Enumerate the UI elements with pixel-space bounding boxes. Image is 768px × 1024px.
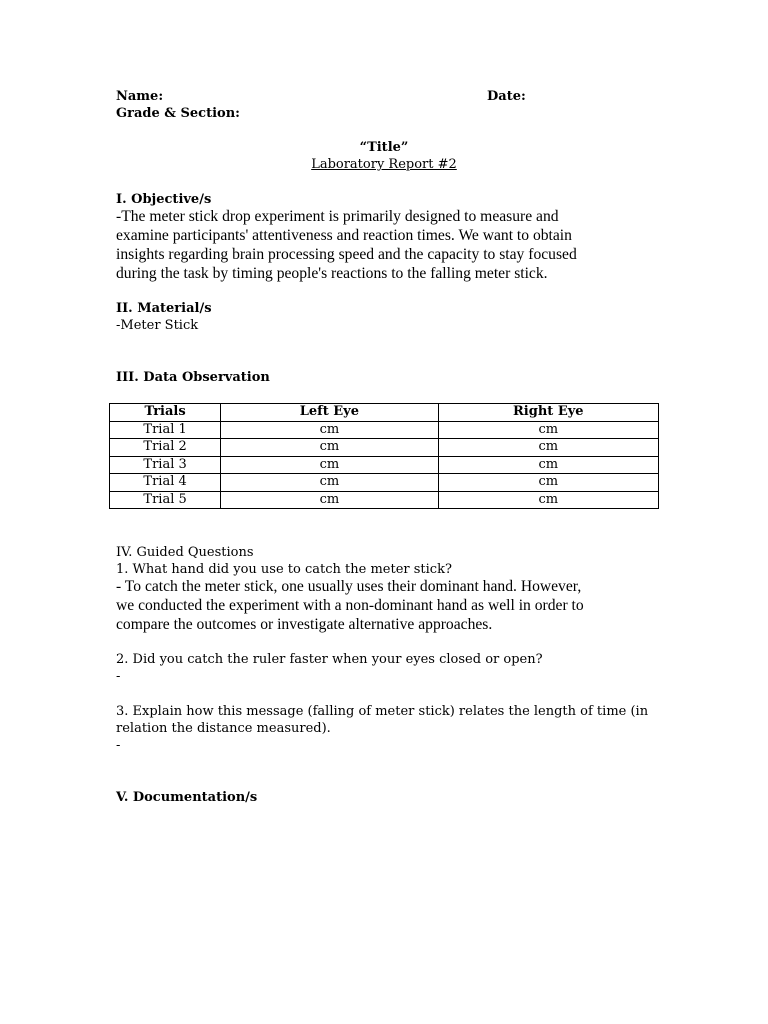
table-cell: cm bbox=[438, 456, 658, 474]
table-cell: cm bbox=[221, 491, 438, 509]
objective-line: during the task by timing people's reactions to the falling meter stick. bbox=[116, 265, 548, 282]
question-3 bbox=[116, 703, 676, 737]
materials-item: -Meter Stick bbox=[116, 318, 199, 333]
table-cell: cm bbox=[438, 474, 658, 492]
column-header: Trials bbox=[110, 404, 221, 422]
name-label: Name: bbox=[116, 89, 164, 104]
table-cell: Trial 5 bbox=[110, 491, 221, 509]
column-header: Right Eye bbox=[438, 404, 658, 422]
data-observation-heading: III. Data Observation bbox=[116, 370, 270, 385]
date-label: Date: bbox=[487, 89, 526, 104]
guided-questions-heading: IV. Guided Questions bbox=[116, 545, 254, 560]
question-3-line: 3. Explain how this message (falling of meter stick) relates the length of time (in bbox=[116, 704, 649, 719]
materials-heading: II. Material/s bbox=[116, 301, 212, 316]
grade-section-label: Grade & Section: bbox=[116, 106, 240, 121]
table-cell: cm bbox=[438, 439, 658, 457]
table-cell: cm bbox=[438, 491, 658, 509]
table-row bbox=[110, 439, 659, 457]
table-cell: Trial 3 bbox=[110, 456, 221, 474]
objective-line: insights regarding brain processing speed and the capacity to stay focused bbox=[116, 246, 577, 263]
objective-heading: I. Objective/s bbox=[116, 192, 212, 207]
answer-1-line: - To catch the meter stick, one usually uses their dominant hand. However, bbox=[116, 578, 582, 595]
table-cell: Trial 1 bbox=[110, 421, 221, 439]
table-row bbox=[110, 491, 659, 509]
table-header-row bbox=[110, 404, 659, 422]
table-cell: cm bbox=[221, 474, 438, 492]
answer-3: - bbox=[116, 738, 121, 753]
answer-2: - bbox=[116, 669, 121, 684]
table-cell: cm bbox=[221, 421, 438, 439]
table-row bbox=[110, 421, 659, 439]
question-2: 2. Did you catch the ruler faster when your eyes closed or open? bbox=[116, 652, 543, 667]
answer-1 bbox=[116, 577, 676, 634]
question-1: 1. What hand did you use to catch the meter stick? bbox=[116, 562, 452, 577]
table-cell: cm bbox=[438, 421, 658, 439]
report-subtitle: Laboratory Report #2 bbox=[311, 157, 457, 172]
question-3-line: relation the distance measured). bbox=[116, 721, 331, 736]
table-cell: Trial 2 bbox=[110, 439, 221, 457]
objective-line: -The meter stick drop experiment is primarily designed to measure and bbox=[116, 208, 559, 225]
table-cell: cm bbox=[221, 456, 438, 474]
answer-1-line: compare the outcomes or investigate alternative approaches. bbox=[116, 616, 493, 633]
report-title: “Title” bbox=[359, 140, 409, 155]
table-cell: cm bbox=[221, 439, 438, 457]
table-row bbox=[110, 474, 659, 492]
column-header: Left Eye bbox=[221, 404, 438, 422]
documentation-heading: V. Documentation/s bbox=[116, 790, 258, 805]
table-cell: Trial 4 bbox=[110, 474, 221, 492]
objective-paragraph bbox=[116, 207, 676, 283]
data-table bbox=[109, 403, 659, 509]
table-row bbox=[110, 456, 659, 474]
answer-1-line: we conducted the experiment with a non-dominant hand as well in order to bbox=[116, 597, 584, 614]
objective-line: examine participants' attentiveness and reaction times. We want to obtain bbox=[116, 227, 572, 244]
